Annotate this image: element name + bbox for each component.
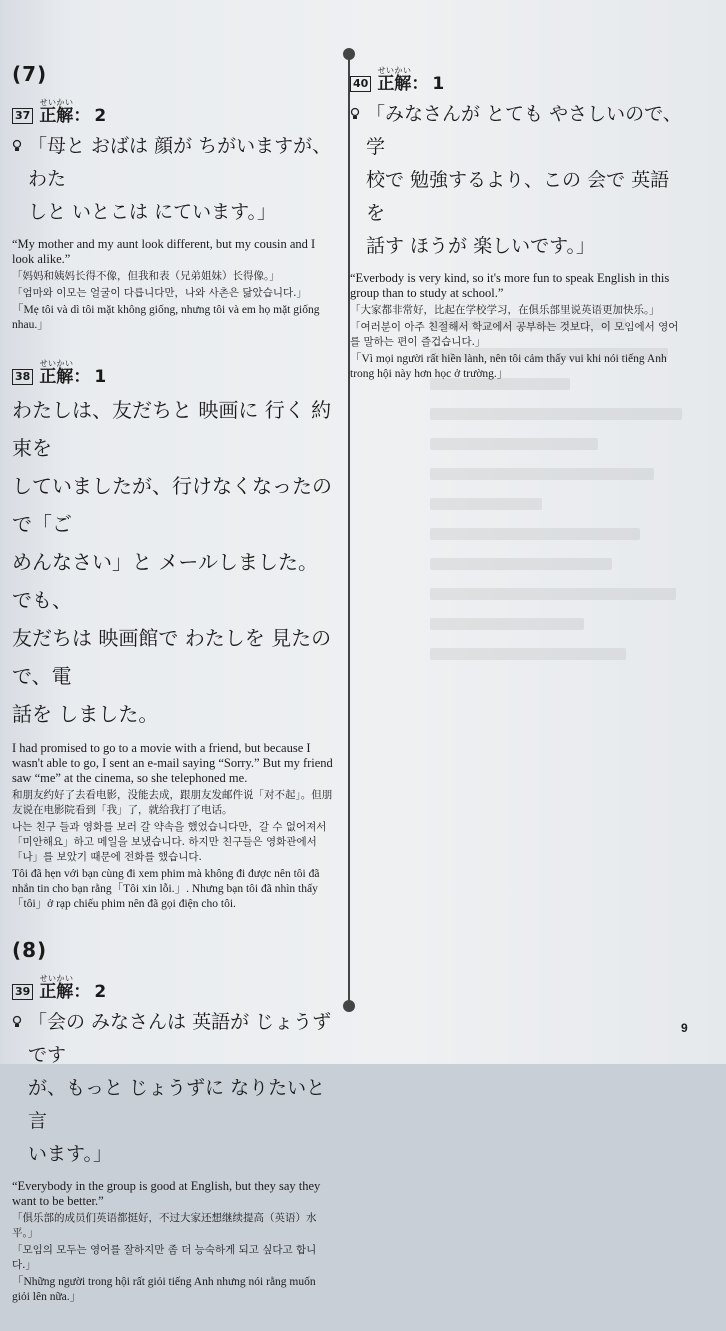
correct-answer-label: 正解せいかい： bbox=[39, 974, 91, 1002]
lightbulb-icon bbox=[12, 140, 22, 152]
answer-number: 2 bbox=[94, 106, 107, 126]
lightbulb-icon bbox=[350, 108, 360, 120]
answer-header bbox=[12, 974, 334, 1002]
question-number: 38 bbox=[12, 369, 33, 385]
answer-number: 1 bbox=[432, 74, 445, 94]
correct-answer-label: 正解せいかい： bbox=[39, 98, 91, 126]
answer-header bbox=[12, 359, 334, 387]
japanese-sentence: 「母と おばは 顔が ちがいますが、わた しと いとこは にています。」 bbox=[12, 130, 334, 229]
question-number: 37 bbox=[12, 108, 33, 124]
vietnamese-translation: 「Vì mọi người rất hiền lành, nên tôi cảm thấy vui khi nói tiếng Anh trong hội này hơn học ở trường.」 bbox=[350, 353, 667, 380]
chinese-translation: 「大家都非常好，比起在学校学习，在俱乐部里说英语更加快乐。」 bbox=[350, 304, 660, 316]
japanese-passage: わたしは、友だちと 映画に 行く 約束を していましたが、行けなくなったので「ご めんなさい」と メールしました。でも、 友だちは 映画館で わたしを 見たので、電 話を しました。 bbox=[12, 398, 332, 726]
vietnamese-translation: 「Mẹ tôi và dì tôi mặt không giống, nhưng tôi và em họ mặt giống nhau.」 bbox=[12, 304, 320, 331]
korean-translation: 나는 친구 들과 영화를 보러 갈 약속을 했었습니다만，갈 수 없어져서「미안해요」하고 메일을 보냈습니다. 하지만 친구들은 영화관에서「나」를 보았기 때문에 전화를 했습니다. bbox=[12, 821, 327, 863]
left-column bbox=[12, 62, 334, 1331]
answer-number: 2 bbox=[94, 982, 107, 1002]
divider-bottom-dot bbox=[343, 1000, 355, 1012]
page-number: 9 bbox=[681, 1021, 688, 1035]
question-number: 39 bbox=[12, 984, 33, 1000]
answer-header bbox=[12, 98, 334, 126]
chinese-translation: 「俱乐部的成员们英语都挺好，不过大家还想继续提高（英语）水平。」 bbox=[12, 1212, 317, 1239]
korean-translation: 「모임의 모두는 영어를 잘하지만 좀 더 능숙하게 되고 싶다고 합니다.」 bbox=[12, 1244, 317, 1271]
question-39 bbox=[12, 974, 334, 1305]
chinese-translation: 和朋友约好了去看电影，没能去成，跟朋友发邮件说「对不起」。但朋友说在电影院看到「我」了，就给我打了电话。 bbox=[12, 789, 333, 816]
answer-header bbox=[350, 66, 685, 94]
lightbulb-icon bbox=[12, 1016, 22, 1028]
vietnamese-translation: Tôi đã hẹn với bạn cùng đi xem phim mà không đi được nên tôi đã nhắn tin cho bạn rằng「Tôi xin lỗi.」. Nhưng bạn tôi đã nhìn thấy「tôi」ở rạp chiếu phim nên đã gọi điện cho tôi. bbox=[12, 868, 320, 910]
divider-top-dot bbox=[343, 48, 355, 60]
english-translation: “My mother and my aunt look different, but my cousin and I look alike.” bbox=[12, 237, 316, 266]
question-37 bbox=[12, 98, 334, 333]
correct-answer-label: 正解せいかい： bbox=[377, 66, 429, 94]
section-7-heading: (7) bbox=[12, 62, 48, 86]
english-translation: “Everbody is very kind, so it's more fun to speak English in this group than to study at school.” bbox=[350, 271, 670, 300]
english-translation: “Everybody in the group is good at English, but they say they want to be better.” bbox=[12, 1179, 321, 1208]
question-38 bbox=[12, 359, 334, 912]
chinese-translation: 「妈妈和姨妈长得不像，但我和表（兄弟姐妹）长得像。」 bbox=[12, 270, 280, 282]
correct-answer-label: 正解せいかい： bbox=[39, 359, 91, 387]
section-8-heading: (8) bbox=[12, 938, 48, 962]
answer-number: 1 bbox=[94, 367, 107, 387]
japanese-sentence: 「みなさんが とても やさしいので、学 校で 勉強するより、この 会で 英語を 話す ほうが 楽しいです。」 bbox=[350, 98, 685, 263]
korean-translation: 「엄마와 이모는 얼굴이 다릅니다만，나와 사촌은 닮았습니다.」 bbox=[12, 287, 307, 299]
question-number: 40 bbox=[350, 76, 371, 92]
question-40 bbox=[350, 66, 685, 382]
vietnamese-translation: 「Những người trong hội rất giỏi tiếng Anh nhưng nói rằng muốn giỏi lên nữa.」 bbox=[12, 1276, 316, 1303]
korean-translation: 「여러분이 아주 친절해서 학교에서 공부하는 것보다，이 모임에서 영어를 말하는 편이 즐겁습니다.」 bbox=[350, 321, 679, 348]
japanese-sentence: 「会の みなさんは 英語が じょうずです が、もっと じょうずに なりたいと 言 います。」 bbox=[12, 1006, 334, 1171]
english-translation: I had promised to go to a movie with a friend, but because I wasn't able to go, I sent an e-mail saying “Sorry.” But my friend saw “me” at the cinema, so she telephoned me. bbox=[12, 741, 333, 785]
right-column bbox=[350, 66, 685, 408]
